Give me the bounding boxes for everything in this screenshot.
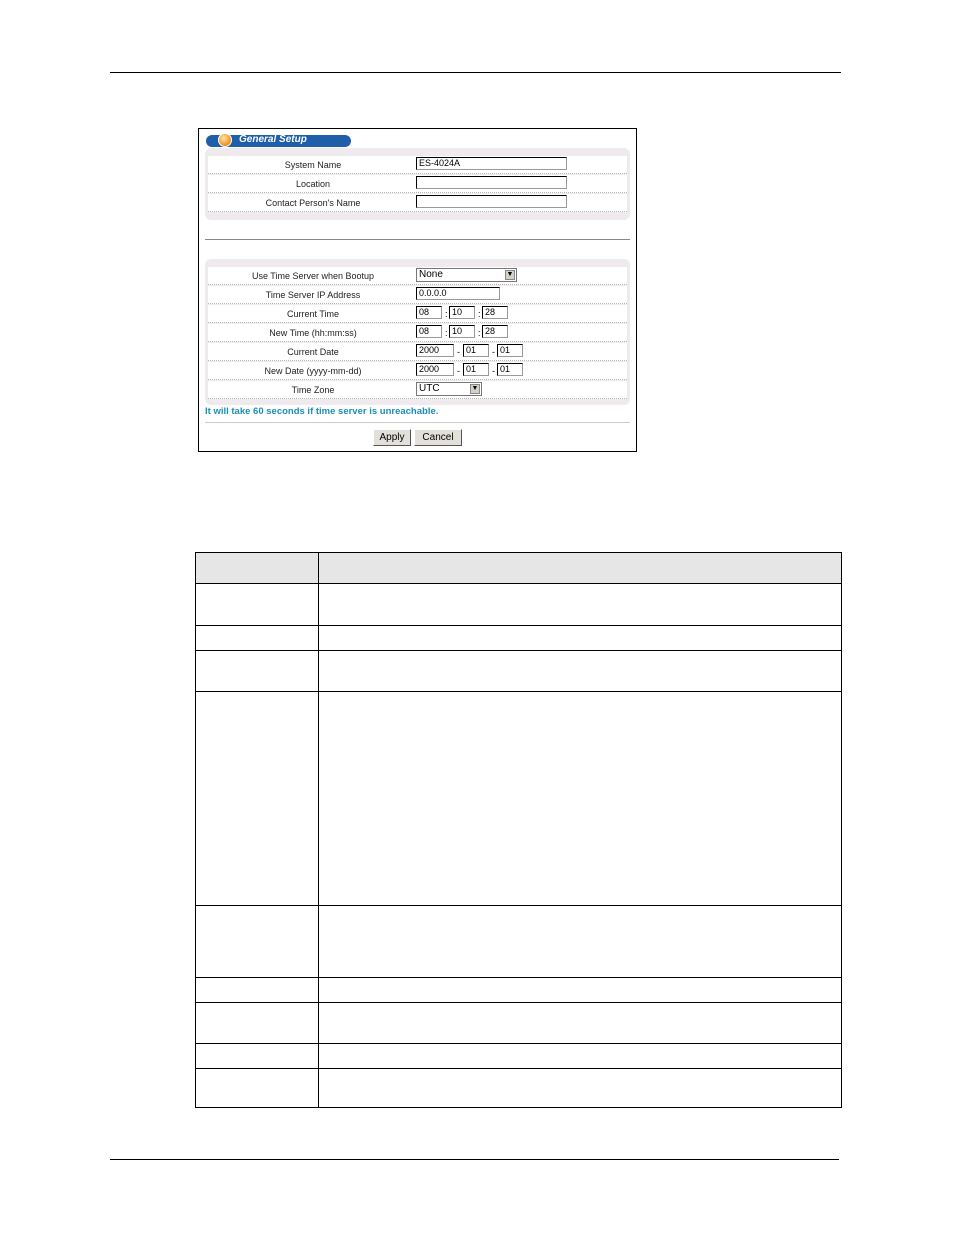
- time-separator: :: [445, 309, 448, 319]
- apply-button[interactable]: Apply: [373, 429, 411, 446]
- table-row: [196, 1043, 841, 1068]
- orange-circle-icon: [218, 133, 232, 147]
- time-server-ip-label: Time Server IP Address: [265, 290, 361, 300]
- panel-title-bar: [206, 135, 351, 147]
- contact-row: [208, 194, 627, 212]
- table-row: [196, 650, 841, 691]
- current-time-row: [208, 305, 627, 323]
- table-row: [196, 977, 841, 1002]
- time-server-select[interactable]: [416, 268, 517, 282]
- contact-label: Contact Person's Name: [265, 198, 361, 208]
- chevron-down-icon[interactable]: ▼: [471, 385, 479, 392]
- new-second-input[interactable]: 28: [482, 325, 508, 338]
- time-settings-group: [205, 259, 630, 405]
- location-label: Location: [295, 179, 331, 189]
- time-server-note: It will take 60 seconds if time server is unreachable.: [205, 406, 439, 417]
- new-date-label: New Date (yyyy-mm-dd): [264, 366, 362, 376]
- date-separator: -: [492, 347, 495, 357]
- location-input[interactable]: [416, 176, 567, 189]
- location-row: [208, 175, 627, 193]
- chevron-down-icon[interactable]: ▼: [506, 271, 514, 278]
- table-row: [196, 583, 841, 625]
- table-header-row: [196, 553, 841, 583]
- header-rule: [110, 72, 841, 73]
- new-year-input[interactable]: 2000: [416, 363, 454, 376]
- new-minute-input[interactable]: 10: [449, 325, 475, 338]
- time-server-ip-input[interactable]: 0.0.0.0: [416, 287, 500, 300]
- table-row: [196, 1068, 841, 1107]
- contact-input[interactable]: [416, 195, 567, 208]
- date-separator: -: [492, 366, 495, 376]
- new-month-input[interactable]: 01: [463, 363, 489, 376]
- new-hour-input[interactable]: 08: [416, 325, 442, 338]
- system-name-row: [208, 156, 627, 174]
- general-setup-panel: [198, 128, 637, 452]
- footer-rule: [110, 1159, 839, 1160]
- table-row: [196, 1002, 841, 1043]
- new-date-row: [208, 362, 627, 380]
- system-info-group: [205, 148, 630, 220]
- current-day-input[interactable]: 01: [497, 344, 523, 357]
- date-separator: -: [457, 366, 460, 376]
- system-name-input[interactable]: ES-4024A: [416, 157, 567, 170]
- current-year-input[interactable]: 2000: [416, 344, 454, 357]
- time-server-ip-row: [208, 286, 627, 304]
- current-second-input[interactable]: 28: [482, 306, 508, 319]
- time-zone-value: UTC: [419, 383, 440, 394]
- section-divider: [205, 239, 630, 240]
- time-zone-select[interactable]: [416, 382, 482, 396]
- time-zone-row: [208, 381, 627, 399]
- table-column-divider: [318, 553, 319, 1107]
- time-separator: :: [478, 309, 481, 319]
- description-table: [195, 552, 842, 1108]
- current-hour-input[interactable]: 08: [416, 306, 442, 319]
- time-server-row: [208, 267, 627, 285]
- panel-title: General Setup: [239, 134, 307, 145]
- current-month-input[interactable]: 01: [463, 344, 489, 357]
- system-name-label: System Name: [284, 160, 342, 170]
- table-row: [196, 905, 841, 977]
- new-day-input[interactable]: 01: [497, 363, 523, 376]
- cancel-button[interactable]: Cancel: [414, 429, 462, 446]
- time-separator: :: [478, 328, 481, 338]
- current-date-label: Current Date: [287, 347, 339, 357]
- table-row: [196, 625, 841, 650]
- time-separator: :: [445, 328, 448, 338]
- time-zone-label: Time Zone: [291, 385, 335, 395]
- new-time-row: [208, 324, 627, 342]
- button-divider: [205, 422, 630, 423]
- table-row: [196, 691, 841, 905]
- time-server-label: Use Time Server when Bootup: [251, 271, 375, 281]
- current-minute-input[interactable]: 10: [449, 306, 475, 319]
- current-time-label: Current Time: [286, 309, 339, 319]
- date-separator: -: [457, 347, 460, 357]
- time-server-value: None: [419, 269, 443, 280]
- new-time-label: New Time (hh:mm:ss): [269, 328, 357, 338]
- current-date-row: [208, 343, 627, 361]
